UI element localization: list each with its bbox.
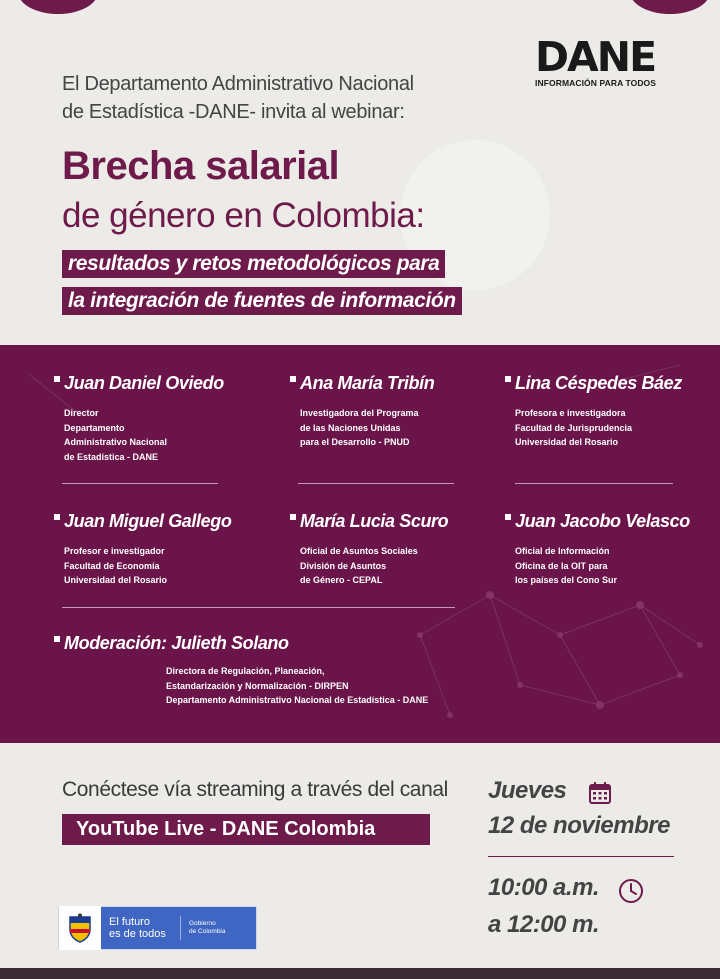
- speaker-3: [515, 373, 682, 450]
- decorative-blob-right: [630, 0, 710, 14]
- role-line: Director: [64, 408, 99, 418]
- divider: [62, 607, 455, 608]
- role-line: de Estadística - DANE: [64, 451, 159, 462]
- role-line: Administrativo Nacional: [64, 437, 168, 447]
- colombia-shield-icon: [59, 906, 101, 950]
- subtitle-line-1: resultados y retos metodológicos para: [62, 250, 445, 278]
- role-line: los países del Cono Sur: [515, 575, 618, 585]
- speaker-name: Juan Jacobo Velasco: [515, 511, 690, 531]
- role-line: Profesor e investigador: [64, 546, 165, 556]
- role-line: Estandarización y Normalización - DIRPEN: [166, 680, 349, 691]
- speaker-name: Ana María Tribín: [300, 373, 435, 393]
- government-logo: [58, 906, 257, 950]
- bullet-marker: [505, 514, 511, 520]
- gov-slogan-line-2: es de todos: [109, 928, 166, 940]
- role-line: Departamento: [64, 422, 125, 433]
- moderator-name: Moderación: Julieth Solano: [64, 633, 289, 653]
- gov-name-line-2: de Colombia: [189, 928, 226, 935]
- role-line: Investigadora del Programa: [300, 408, 419, 418]
- role-line: División de Asuntos: [300, 560, 387, 571]
- clock-icon: [618, 878, 644, 904]
- gov-name: [181, 920, 226, 936]
- title-line-2: de género en Colombia:: [62, 196, 425, 235]
- intro-line-1: El Departamento Administrativo Nacional: [62, 73, 414, 95]
- bullet-marker: [54, 636, 60, 642]
- speaker-role: [64, 406, 224, 464]
- role-line: para el Desarrollo - PNUD: [300, 437, 410, 447]
- role-line: Oficina de la OIT para: [515, 560, 608, 571]
- event-start-time: 10:00 a.m.: [488, 874, 600, 901]
- speaker-4: [64, 511, 231, 588]
- speaker-role: [64, 544, 231, 588]
- role-line: Facultad de Economía: [64, 560, 160, 571]
- speaker-5: [300, 511, 448, 588]
- role-line: de Género - CEPAL: [300, 575, 383, 585]
- role-line: Departamento Administrativo Nacional de Estadística - DANE: [166, 695, 429, 705]
- dane-logo-tagline: INFORMACIÓN PARA TODOS: [535, 78, 657, 88]
- calendar-icon: [588, 781, 612, 805]
- dane-logo: [535, 33, 675, 88]
- role-line: Facultad de Jurisprudencia: [515, 422, 633, 433]
- moderator-role: [166, 664, 428, 708]
- moderator: [64, 633, 428, 708]
- role-line: Profesora e investigadora: [515, 408, 626, 418]
- gov-name-line-1: Gobierno: [189, 920, 216, 927]
- divider: [298, 483, 454, 484]
- bullet-marker: [290, 376, 296, 382]
- bullet-marker: [505, 376, 511, 382]
- role-line: Universidad del Rosario: [64, 575, 168, 585]
- speaker-name: Juan Daniel Oviedo: [64, 373, 224, 393]
- gov-slogan: [101, 916, 181, 940]
- speaker-role: [515, 544, 690, 588]
- intro-line-2: de Estadística -DANE- invita al webinar:: [62, 101, 405, 123]
- dane-logo-word: DANE: [535, 33, 656, 81]
- title-line-1: Brecha salarial: [62, 144, 340, 188]
- speakers-band: [0, 345, 720, 743]
- speaker-name: María Lucia Scuro: [300, 511, 449, 531]
- speaker-name: Lina Céspedes Báez: [515, 373, 682, 393]
- intro-text: [62, 70, 462, 126]
- bullet-marker: [290, 514, 296, 520]
- event-date: 12 de noviembre: [488, 812, 670, 839]
- role-line: Directora de Regulación, Planeación,: [166, 666, 325, 676]
- role-line: Oficial de Asuntos Sociales: [300, 546, 418, 556]
- speaker-role: [300, 544, 448, 588]
- divider: [62, 483, 218, 484]
- bullet-marker: [54, 514, 60, 520]
- role-line: Universidad del Rosario: [515, 437, 619, 447]
- youtube-channel-link[interactable]: YouTube Live - DANE Colombia: [62, 814, 430, 845]
- speaker-name: Juan Miguel Gallego: [64, 511, 232, 531]
- speaker-2: [300, 373, 434, 450]
- speaker-1: [64, 373, 224, 464]
- speaker-role: [300, 406, 434, 450]
- streaming-text: Conéctese vía streaming a través del canal: [62, 778, 448, 801]
- divider: [515, 483, 673, 484]
- bottom-strip: [0, 968, 720, 979]
- bullet-marker: [54, 376, 60, 382]
- event-day: Jueves: [488, 777, 567, 804]
- subtitle-line-2: la integración de fuentes de información: [62, 287, 462, 315]
- gov-slogan-line-1: El futuro: [109, 916, 150, 928]
- role-line: de las Naciones Unidas: [300, 422, 401, 433]
- speaker-6: [515, 511, 690, 588]
- event-end-time: a 12:00 m.: [488, 911, 600, 938]
- speaker-role: [515, 406, 682, 450]
- decorative-blob-left: [18, 0, 98, 14]
- divider: [488, 856, 674, 857]
- role-line: Oficial de Información: [515, 546, 610, 556]
